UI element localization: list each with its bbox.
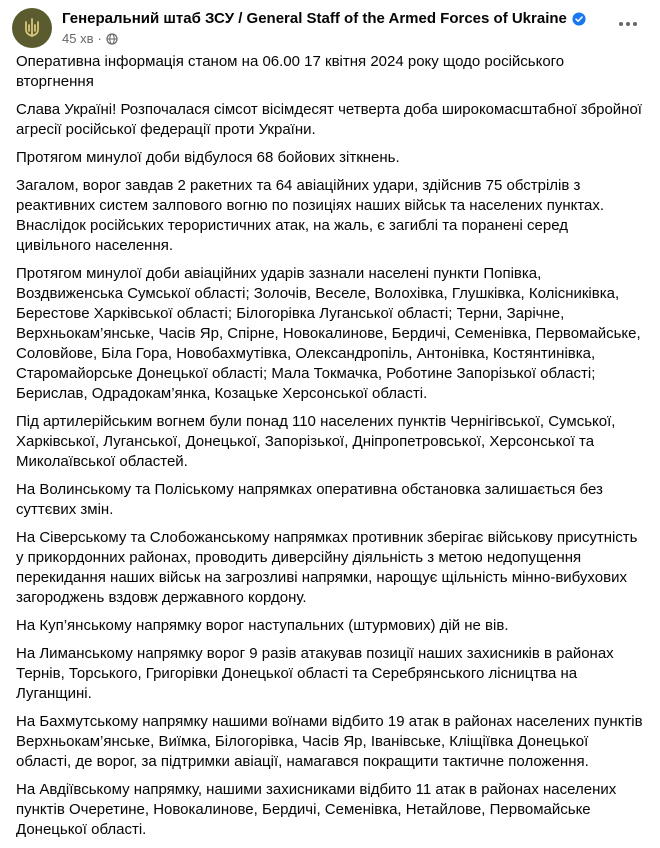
post-paragraph: Протягом минулої доби авіаційних ударів зазнали населені пункти Попівка, Воздвиженська Сумської області; Золочів, Веселе, Волохівка, Глушківка, Колісниківка, Берестове Харківської області; Білогорівка Луганської області; Терни, Зарічне, Верхньокам’янське, Часів Яр, Спірне, Новокалинове, Бердичі, Семенівка, Первомайське, Соловйове, Біла Гора, Новобахмутівка, Олександропіль, Антонівка, Костянтинівка, Старомайорське Донецької області; Мала Токмачка, Роботине Запорізької області; Берислав, Одрадокам’янка, Козацьке Херсонської області.	[16, 265, 641, 402]
author-name[interactable]: Генеральний штаб ЗСУ / General Staff of the Armed Forces of Ukraine	[62, 10, 567, 27]
post-body	[16, 52, 646, 848]
post-paragraph: На Лиманському напрямку ворог 9 разів атакував позиції наших захисників в районах Тернів, Торського, Григорівки Донецької області та Серебрянського лісництва на Луганщині.	[16, 645, 614, 702]
trident-emblem-icon	[20, 16, 44, 40]
post-paragraph: На Волинському та Поліському напрямках оперативна обстановка залишається без суттєвих змін.	[16, 481, 603, 518]
post-meta	[62, 31, 118, 46]
post-timestamp[interactable]: 45 хв	[62, 31, 94, 46]
post-paragraph: На Бахмутському напрямку нашими воїнами відбито 19 атак в районах населених пунктів Верхньокам’янське, Виїмка, Білогорівка, Часів Яр, Іванівське, Кліщіївка Донецької області, де ворог, за підтримки авіації, намагався покращити тактичне положення.	[16, 713, 643, 770]
post-paragraph: На Куп’янському напрямку ворог наступальних (штурмових) дій не вів.	[16, 617, 509, 634]
post-paragraph: Оперативна інформація станом на 06.00 17 квітня 2024 року щодо російського вторгнення	[16, 53, 565, 90]
post-header	[12, 8, 650, 52]
post-author[interactable]	[62, 10, 586, 27]
post-paragraph: Протягом минулої доби відбулося 68 бойових зіткнень.	[16, 149, 400, 166]
verified-badge-icon	[572, 12, 586, 26]
meta-separator: ·	[97, 31, 102, 46]
globe-icon[interactable]	[106, 33, 118, 45]
post-paragraph: На Авдіївському напрямку, нашими захисниками відбито 11 атак в районах населених пунктів Очеретине, Новокалинове, Бердичі, Семенівка, Нетайлове, Первомайське Донецької області.	[16, 781, 617, 838]
post-paragraph: Слава Україні! Розпочалася сімсот вісімдесят четверта доба широкомасштабної збройної агресії російської федерації проти України.	[16, 101, 642, 138]
post-paragraph: Під артилерійським вогнем були понад 110 населених пунктів Чернігівської, Сумської, Харківської, Луганської, Донецької, Запорізької, Дніпропетровської, Херсонської та Миколаївської областей.	[16, 413, 616, 470]
page-avatar[interactable]	[12, 8, 52, 48]
more-options-icon[interactable]	[614, 14, 642, 34]
post-paragraph: На Сіверському та Слобожанському напрямках противник зберігає військову присутність у прикордонних районах, проводить диверсійну діяльність з метою недопущення перекидання наших військ на загрозливі напрямки, нарощує щільність мінно-вибухових загороджень вздовж державного кордону.	[16, 529, 638, 606]
post-paragraph: Загалом, ворог завдав 2 ракетних та 64 авіаційних удари, здійснив 75 обстрілів з реактивних систем залпового вогню по позиціях наших військ та населених пунктах. Внаслідок російських терористичних атак, на жаль, є загиблі та поранені серед цивільного населення.	[16, 177, 605, 254]
